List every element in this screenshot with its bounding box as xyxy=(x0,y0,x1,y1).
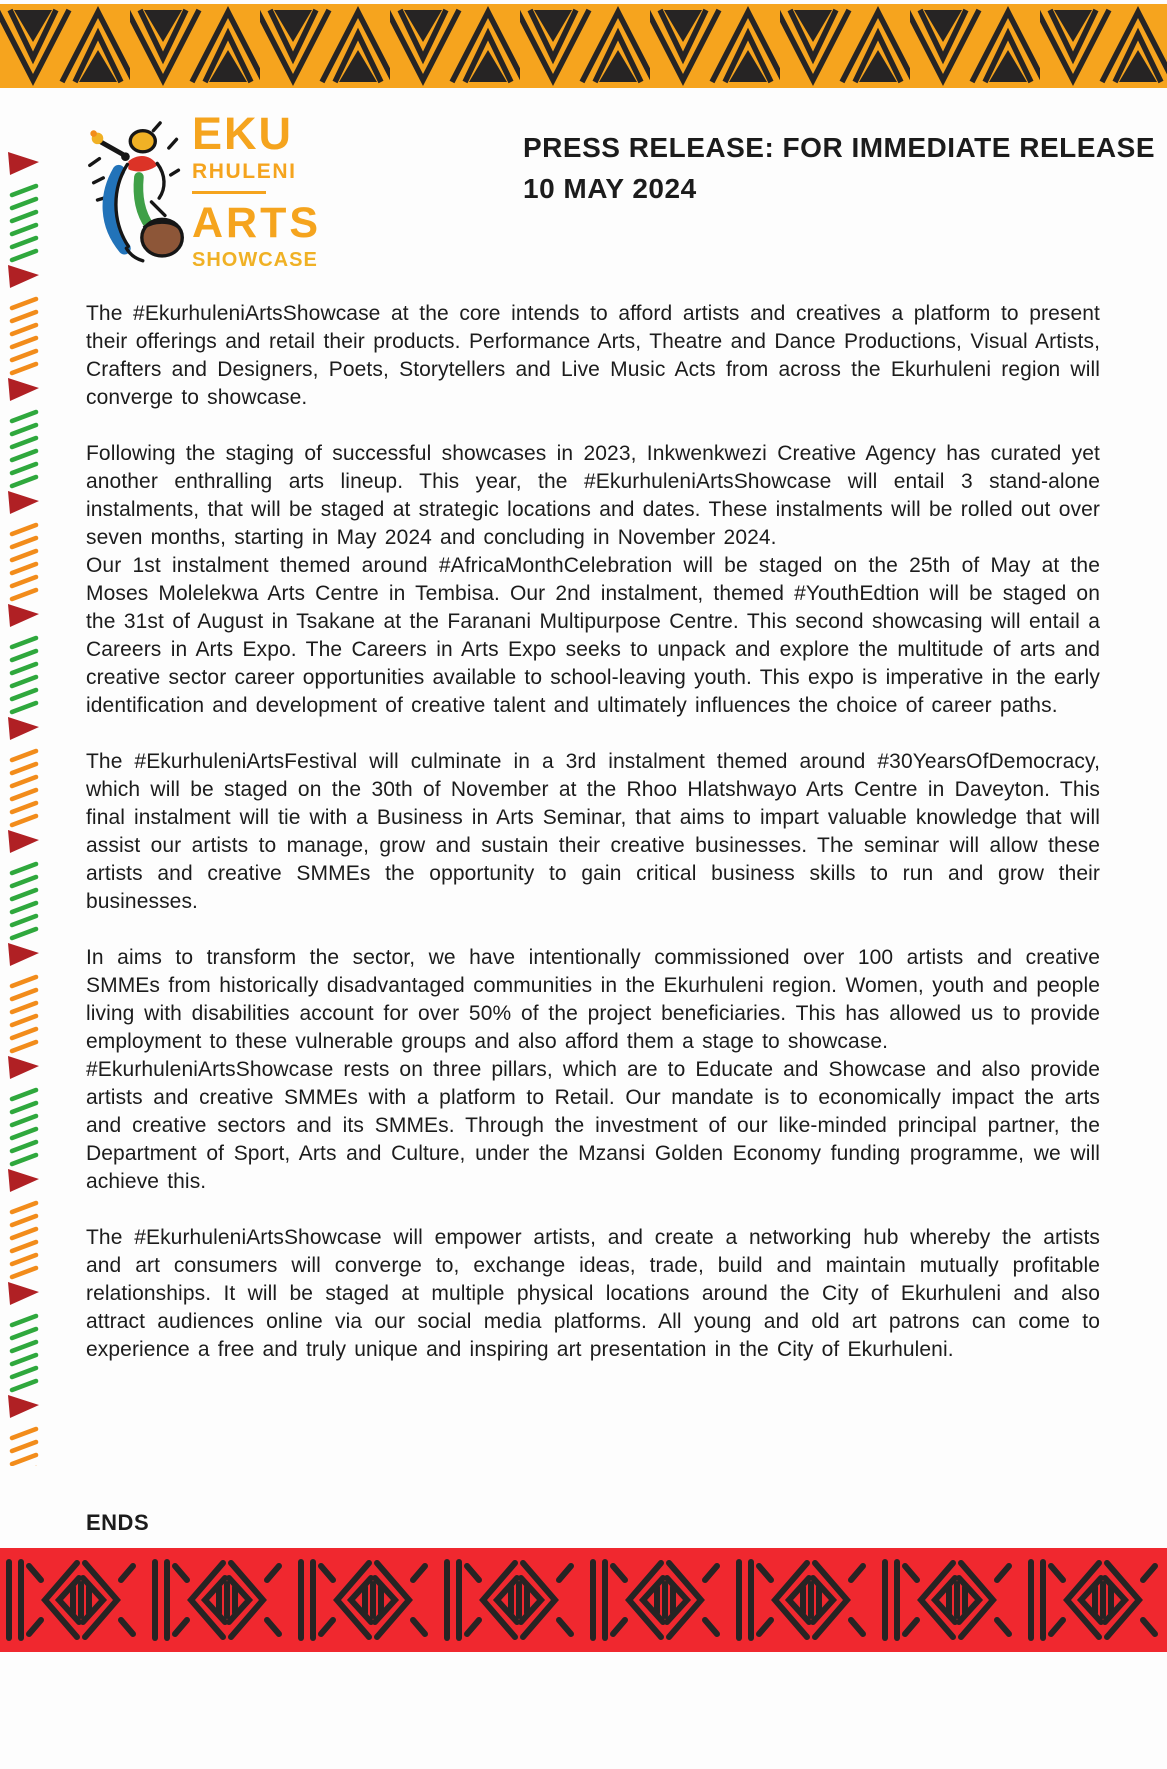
left-decorative-band xyxy=(5,150,41,1466)
logo-wordmark xyxy=(192,108,322,271)
top-decorative-band xyxy=(0,4,1167,88)
paragraph-transformation: In aims to transform the sector, we have intentionally commissioned over 100 artists and creative SMMEs from historically disadvantaged communities in the Ekurhuleni region. Women, youth and people living with disabilities account for over 50% of the project beneficiaries. This has allowed us to provide employment to these vulnerable groups and also afford them a stage to showcase. xyxy=(86,946,1100,1053)
logo-line-arts: ARTS xyxy=(192,199,322,247)
release-header xyxy=(523,134,1155,203)
paragraph-intro: The #EkurhuleniArtsShowcase at the core intends to afford artists and creatives a platform to present their offerings and retail their products. Performance Arts, Theatre and Dance Productions, Visual Artists, Crafters and Designers, Poets, Storytellers and Live Music Acts from across the Ekurhuleni region will converge to showcase. xyxy=(86,302,1100,409)
logo-line-showcase: SHOWCASE xyxy=(192,249,318,271)
logo-line-rhuleni: RHULENI xyxy=(192,160,297,183)
logo-line-eku: EKU xyxy=(192,108,294,159)
logo-divider xyxy=(192,191,266,194)
paragraph-pillars: #EkurhuleniArtsShowcase rests on three pillars, which are to Educate and Showcase and also provide artists and creative SMMEs with a platform to Retail. Our mandate is to economically impact the arts and creative sectors and its SMMEs. Through the investment of our like-minded principal partner, the Department of Sport, Arts and Culture, under the Mzansi Golden Economy funding programme, we will achieve this. xyxy=(86,1058,1100,1193)
press-release-date: 10 MAY 2024 xyxy=(523,173,697,204)
press-release-title: PRESS RELEASE: FOR IMMEDIATE RELEASE xyxy=(523,132,1155,163)
dancer-logo-icon xyxy=(84,111,190,265)
paragraph-instalments-1-2: Our 1st instalment themed around #AfricaMonthCelebration will be staged on the 25th of May at the Moses Molelekwa Arts Centre in Tembisa. Our 2nd instalment, themed #YouthEdtion will be staged on the 31st of August in Tsakane at the Faranani Multipurpose Centre. This second showcasing will entail a Careers in Arts Expo. The Careers in Arts Expo seeks to unpack and explore the multitude of arts and creative sector career opportunities available to school-leaving youth. This expo is imperative in the early identification and development of creative talent and ultimately influences the choice of career paths. xyxy=(86,554,1100,717)
ends-label: ENDS xyxy=(86,1510,150,1535)
paragraph-empowerment: The #EkurhuleniArtsShowcase will empower artists, and create a networking hub whereby the artists and art consumers will converge to, exchange ideas, trade, build and maintain mutually profitable relationships. It will be staged at multiple physical locations around the City of Ekurhuleni and also attract audiences online via our social media platforms. All young and old art patrons can come to experience a free and truly unique and inspiring art presentation in the City of Ekurhuleni. xyxy=(86,1226,1100,1361)
paragraph-instalment-3: The #EkurhuleniArtsFestival will culminate in a 3rd instalment themed around #30YearsOfDemocracy, which will be staged on the 30th of November at the Rhoo Hlatshwayo Arts Centre in Daveyton. This final instalment will tie with a Business in Arts Seminar, that aims to impart valuable knowledge that will assist our artists to manage, grow and sustain their creative businesses. The seminar will allow these artists and creative SMMEs the opportunity to gain critical business skills to run and grow their businesses. xyxy=(86,750,1100,913)
paragraph-instalments-overview: Following the staging of successful showcases in 2023, Inkwenkwezi Creative Agency has curated yet another enthralling arts lineup. This year, the #EkurhuleniArtsShowcase will entail 3 stand-alone instalments, that will be staged at strategic locations and dates. These instalments will be rolled out over seven months, starting in May 2024 and concluding in November 2024. xyxy=(86,442,1100,549)
bottom-decorative-band xyxy=(0,1548,1167,1652)
press-release-body xyxy=(86,300,1100,1364)
ekurhuleni-arts-showcase-logo xyxy=(84,108,322,271)
